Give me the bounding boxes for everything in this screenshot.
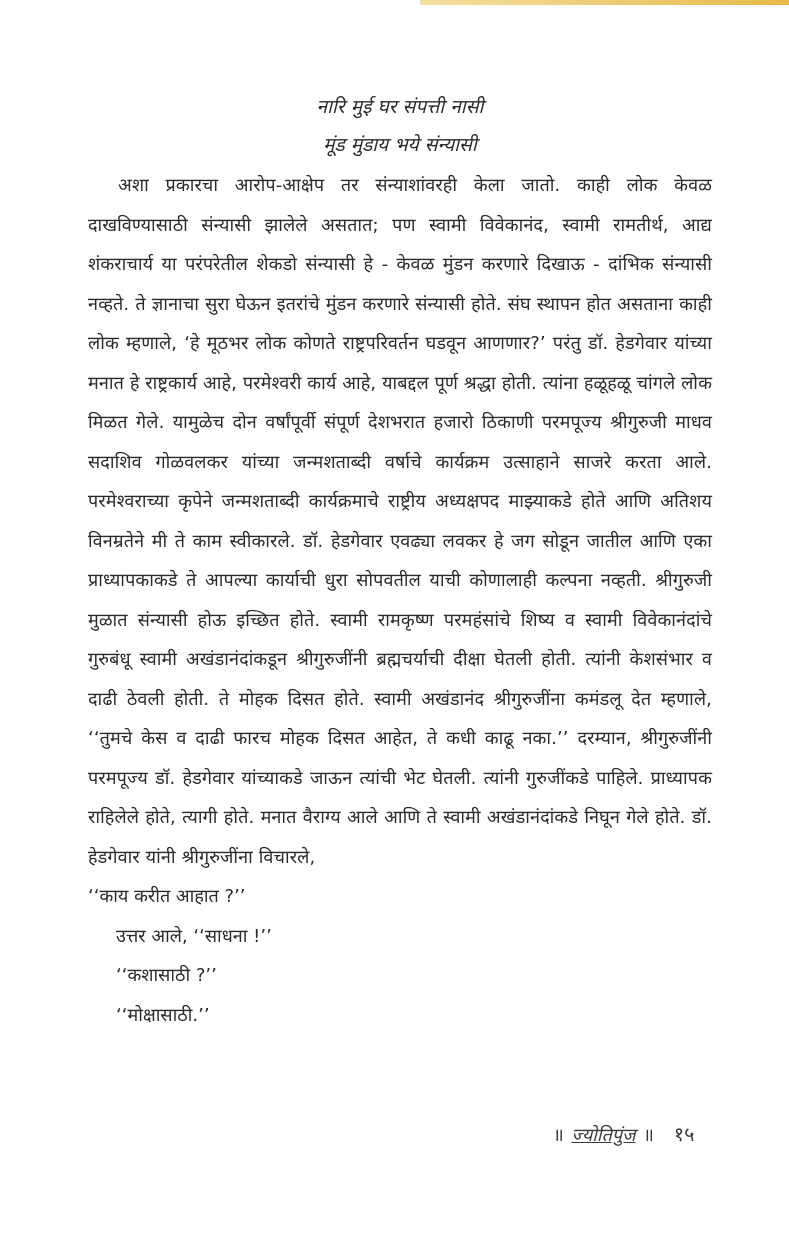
verse-block [88, 88, 712, 164]
top-decorative-rule [420, 0, 789, 5]
footer-left-mark: ॥ [553, 1125, 564, 1146]
footer-right-mark: ॥ [643, 1125, 654, 1146]
dialogue-block [88, 877, 712, 1035]
footer-book-title: ज्योतिपुंज [571, 1125, 636, 1146]
dialogue-answer-1: उत्तर आले, ‘‘साधना !’’ [116, 925, 272, 947]
page-number: १५ [673, 1122, 695, 1146]
dialogue-question-2: ‘‘कशासाठी ?’’ [116, 965, 217, 986]
dialogue-question-1: ‘‘काय करीत आहात ?’’ [88, 886, 246, 907]
body-paragraph: अशा प्रकारचा आरोप-आक्षेप तर संन्याशांवरही केला जातो. काही लोक केवळ दाखविण्यासाठी संन्यासी झालेले असतात; पण स्वामी विवेकानंद, स्वामी रामतीर्थ, आद्य शंकराचार्य या परंपरेतील शेकडो संन्यासी हे - केवळ मुंडन करणारे दिखाऊ - दांभिक संन्यासी नव्हते. ते ज्ञानाचा सुरा घेऊन इतरांचे मुंडन करणारे संन्यासी होते. संघ स्थापन होत असताना काही लोक म्हणाले, ‘हे मूठभर लोक कोणते राष्ट्रपरिवर्तन घडवून आणणार?’ परंतु डॉ. हेडगेवार यांच्या मनात हे राष्ट्रकार्य आहे, परमेश्वरी कार्य आहे, याबद्दल पूर्ण श्रद्धा होती. त्यांना हळूहळू चांगले लोक मिळत गेले. यामुळेच दोन वर्षांपूर्वी संपूर्ण देशभरात हजारो ठिकाणी परमपूज्य श्रीगुरुजी माधव सदाशिव गोळवलकर यांच्या जन्मशताब्दी वर्षाचे कार्यक्रम उत्साहाने साजरे करता आले. परमेश्वराच्या कृपेने जन्मशताब्दी कार्यक्रमाचे राष्ट्रीय अध्यक्षपद माझ्याकडे होते आणि अतिशय विनम्रतेने मी ते काम स्वीकारले. डॉ. हेडगेवार एवढ्या लवकर हे जग सोडून जातील आणि एका प्राध्यापकाकडे ते आपल्या कार्याची धुरा सोपवतील याची कोणालाही कल्पना नव्हती. श्रीगुरुजी मुळात संन्यासी होऊ इच्छित होते. स्वामी रामकृष्ण परमहंसांचे शिष्य व स्वामी विवेकानंदांचे गुरुबंधू स्वामी अखंडानंदांकडून श्रीगुरुजींनी ब्रह्मचर्याची दीक्षा घेतली होती. त्यांनी केशसंभार व दाढी ठेवली होती. ते मोहक दिसत होते. स्वामी अखंडानंद श्रीगुरुजींना कमंडलू देत म्हणाले, ‘‘तुमचे केस व दाढी फारच मोहक दिसत आहेत, ते कधी काढू नका.’’ दरम्यान, श्रीगुरुजींनी परमपूज्य डॉ. हेडगेवार यांच्याकडे जाऊन त्यांची भेट घेतली. त्यांनी गुरुजींकडे पाहिले. प्राध्यापक राहिलेले होते, त्यागी होते. मनात वैराग्य आले आणि ते स्वामी अखंडानंदांकडे निघून गेले होते. डॉ. हेडगेवार यांनी श्रीगुरुजींना विचारले, [88, 175, 712, 868]
page-footer [553, 1120, 695, 1147]
verse-line-2: मूंड मुंडाय भये संन्यासी [323, 134, 477, 156]
dialogue-answer-2: ‘‘मोक्षासाठी.’’ [116, 1004, 210, 1026]
verse-line-1: नारि मुई घर संपत्ती नासी [316, 96, 484, 118]
page-content [88, 88, 712, 1035]
